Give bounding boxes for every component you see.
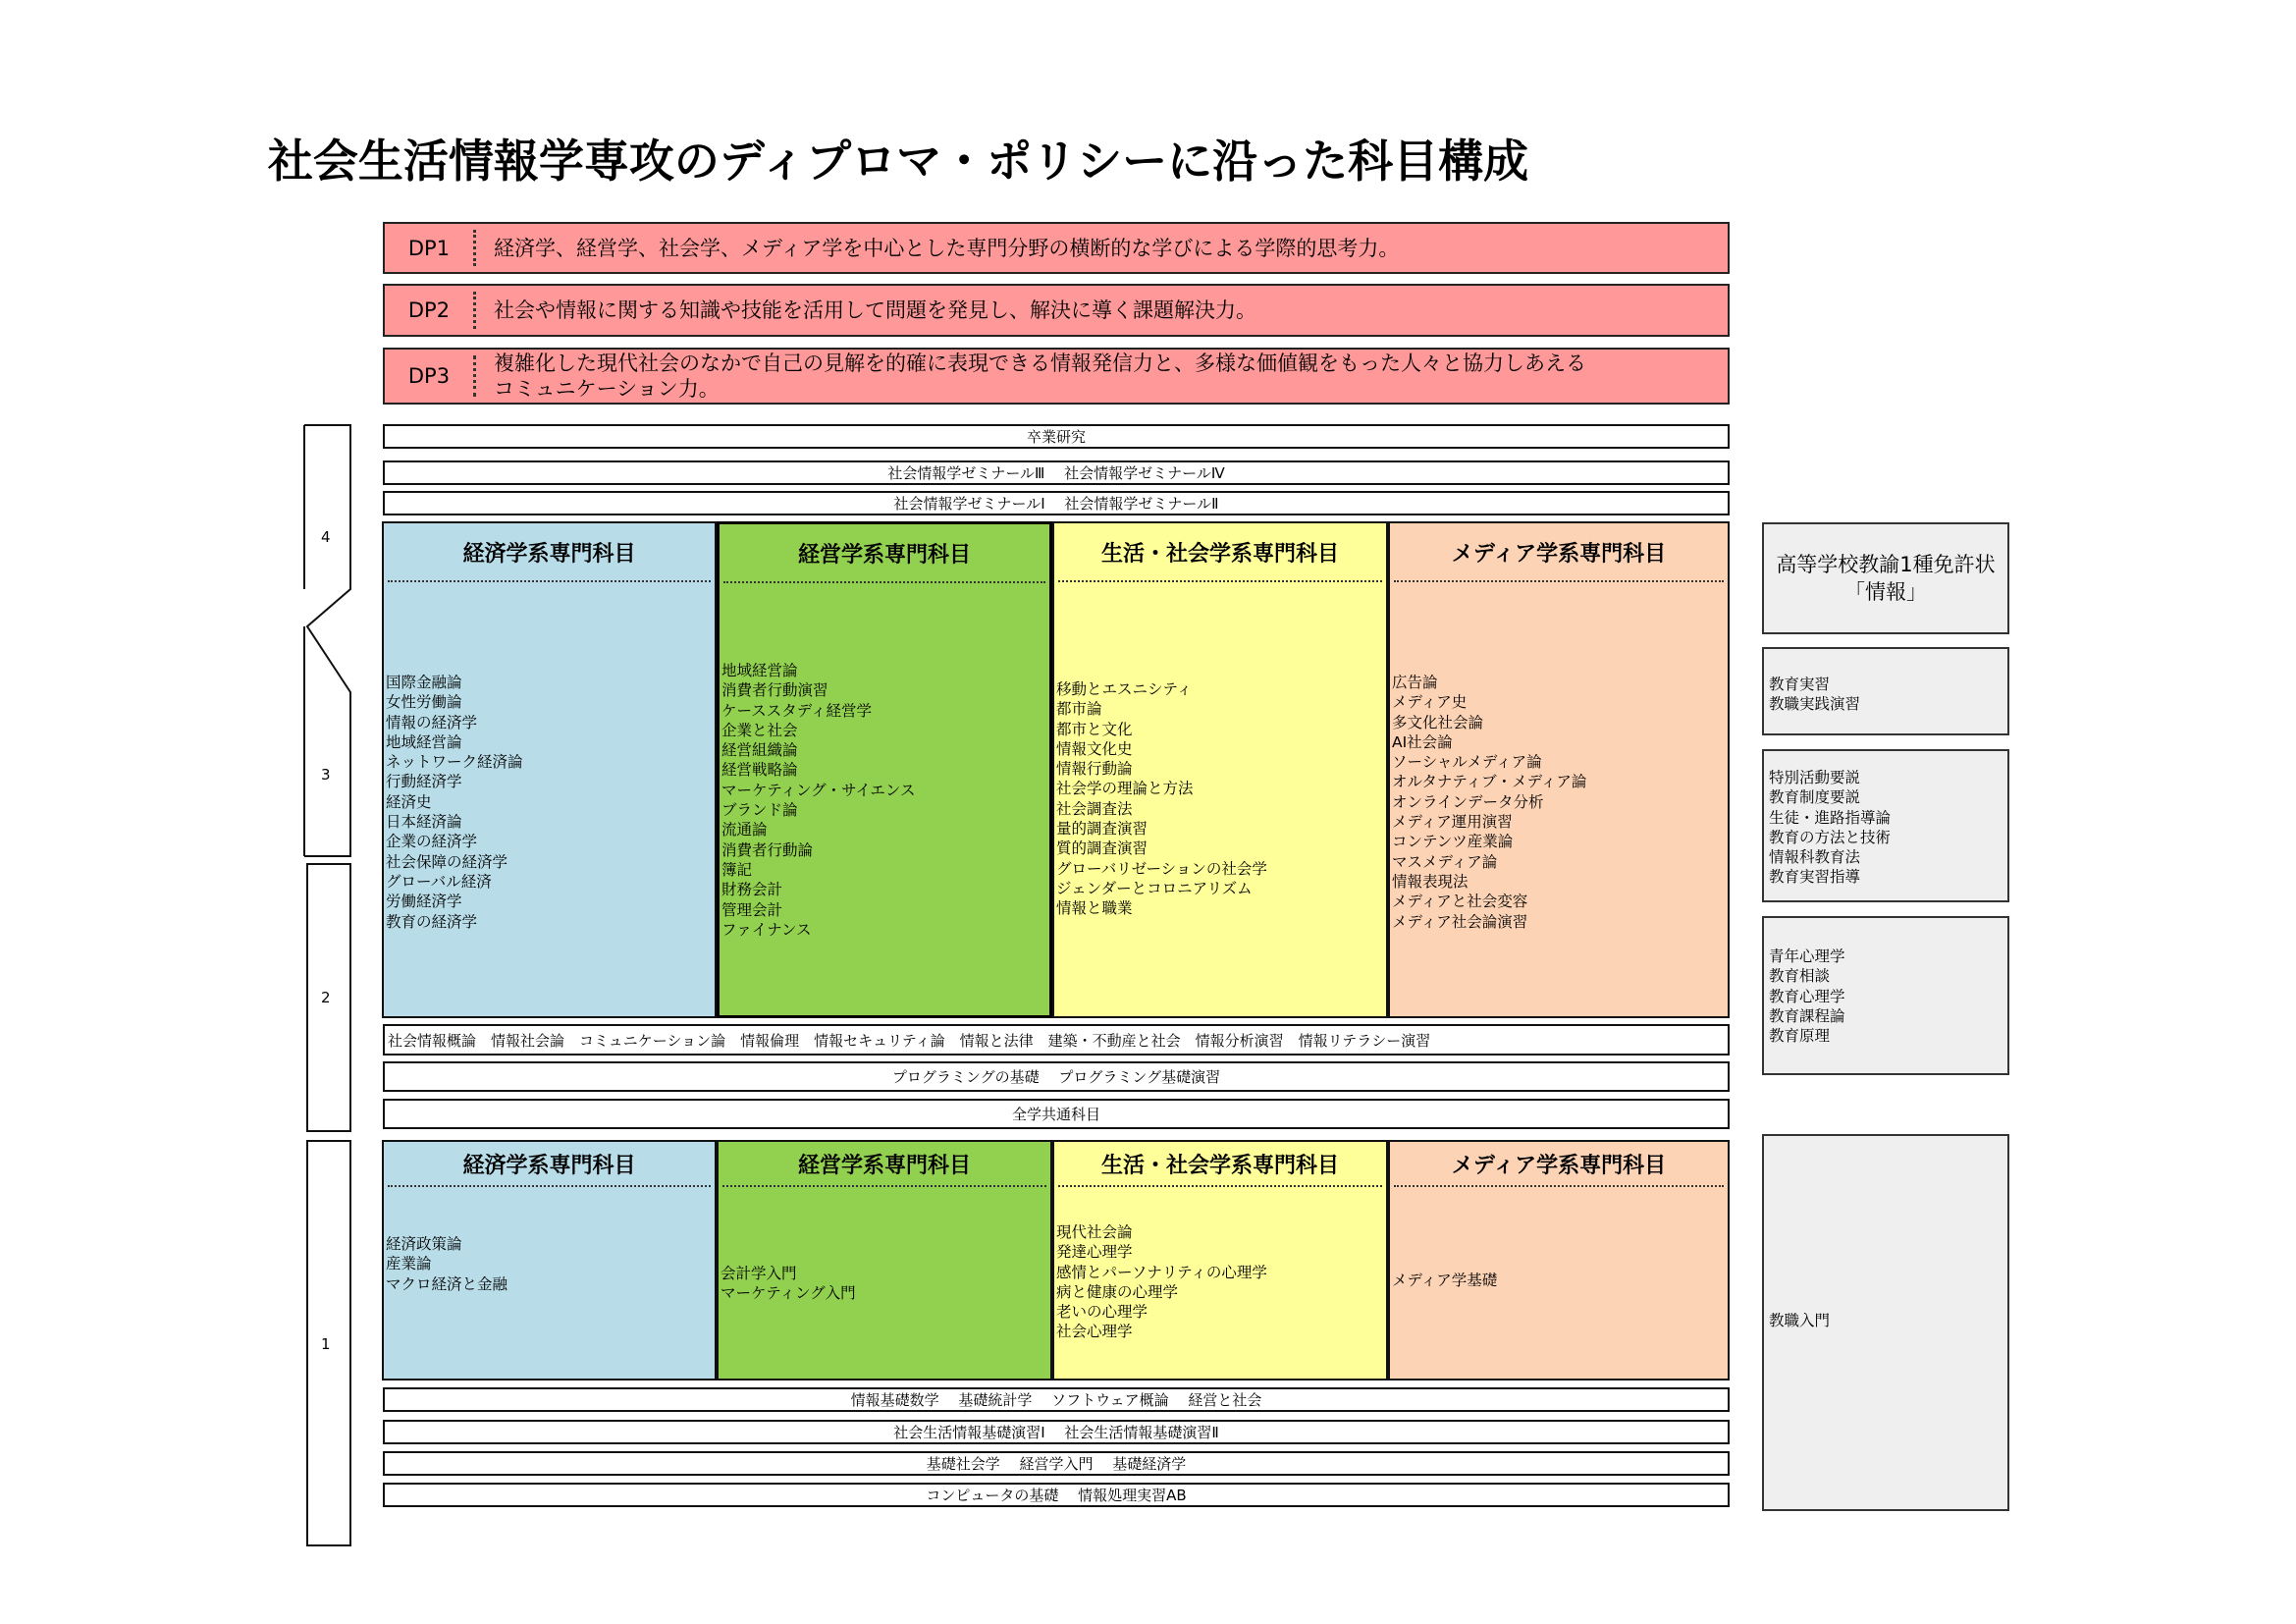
upper-life-box <box>1052 521 1388 1018</box>
teacher-group-1-courses: 教育実習 教職実践演習 <box>1769 676 1861 714</box>
lower-mgmt-courses: 会計学入門 マーケティング入門 <box>721 1265 856 1303</box>
lower-econ-courses: 経済政策論 産業論 マクロ経済と金融 <box>386 1235 508 1293</box>
foundation-bar-2: 社会生活情報基礎演習Ⅰ 社会生活情報基礎演習Ⅱ <box>383 1420 1730 1444</box>
year-label-3: 3 <box>321 766 331 784</box>
upper-life-heading: 生活・社会学系専門科目 <box>1058 523 1382 582</box>
lower-life-box <box>1052 1140 1388 1380</box>
year-bracket-4-3 <box>304 425 350 856</box>
dp3-label: DP3 <box>407 364 451 388</box>
dp2-text: 社会や情報に関する知識や技能を活用して問題を発見し、解決に導く課題解決力。 <box>494 298 1256 322</box>
teacher-group-4-courses: 教職入門 <box>1769 1312 1831 1329</box>
upper-life-courses: 移動とエスニシティ 都市論 都市と文化 情報文化史 情報行動論 社会学の理論と方法 社会調査法 量的調査演習 質的調査演習 グローバリゼーションの社会学 ジェンダーとコロニアリズム 情報と職業 <box>1056 680 1267 918</box>
teacher-group-2-box <box>1762 749 2009 902</box>
seminar-1-2-bar: 社会情報学ゼミナールⅠ 社会情報学ゼミナールⅡ <box>383 491 1730 515</box>
teacher-group-3-courses: 青年心理学 教育相談 教育心理学 教育課程論 教育原理 <box>1769 947 1845 1046</box>
upper-media-courses: 広告論 メディア史 多文化社会論 AI社会論 ソーシャルメディア論 オルタナティブ・メディア論 オンラインデータ分析 メディア運用演習 コンテンツ産業論 マスメディア論 情報表現法 メディアと社会変容 メディア社会論演習 <box>1392 674 1587 931</box>
teacher-license-title: 高等学校教諭1種免許状 <box>1776 553 1996 576</box>
upper-econ-courses: 国際金融論 女性労働論 情報の経済学 地域経営論 ネットワーク経済論 行動経済学 経済史 日本経済論 企業の経済学 社会保障の経済学 グローバル経済 労働経済学 教育の経済学 <box>386 674 523 931</box>
lower-mgmt-heading: 経営学系専門科目 <box>722 1142 1046 1187</box>
seminar-3-4-bar: 社会情報学ゼミナールⅢ 社会情報学ゼミナールⅣ <box>383 460 1730 485</box>
lower-life-heading: 生活・社会学系専門科目 <box>1058 1142 1382 1187</box>
dp3-text-line2: コミュニケーション力。 <box>494 377 720 401</box>
dp2-label: DP2 <box>407 298 451 322</box>
lower-life-courses: 現代社会論 発達心理学 感情とパーソナリティの心理学 病と健康の心理学 老いの心理学 社会心理学 <box>1056 1223 1267 1341</box>
upper-econ-heading: 経済学系専門科目 <box>388 523 711 582</box>
lower-media-courses: メディア学基礎 <box>1392 1272 1498 1289</box>
upper-mgmt-courses: 地域経営論 消費者行動演習 ケーススタディ経営学 企業と社会 経営組織論 経営戦略論 マーケティング・サイエンス ブランド論 流通論 消費者行動論 簿記 財務会計 管理会計 ファイナンス <box>721 662 916 939</box>
foundation-bar-1: 情報基礎数学 基礎統計学 ソフトウェア概論 経営と社会 <box>383 1387 1730 1412</box>
year-label-2: 2 <box>321 989 331 1006</box>
teacher-group-1-box <box>1762 647 2009 735</box>
dp3-text-line1: 複雑化した現代社会のなかで自己の見解を的確に表現できる情報発信力と、多様な価値観をもった人々と協力しあえる <box>494 352 1586 375</box>
upper-econ-box <box>382 521 717 1018</box>
thesis-bar: 卒業研究 <box>383 424 1730 449</box>
lower-media-heading: メディア学系専門科目 <box>1394 1142 1724 1187</box>
common-courses-bar: 全学共通科目 <box>383 1099 1730 1129</box>
lower-econ-heading: 経済学系専門科目 <box>388 1142 711 1187</box>
page-title: 社会生活情報学専攻のディプロマ・ポリシーに沿った科目構成 <box>267 135 1529 188</box>
upper-media-heading: メディア学系専門科目 <box>1394 523 1724 582</box>
dp1-label: DP1 <box>407 236 451 260</box>
upper-media-box <box>1388 521 1730 1018</box>
teacher-group-2-courses: 特別活動要説 教育制度要説 生徒・進路指導論 教育の方法と技術 情報科教育法 教育実習指導 <box>1769 769 1892 887</box>
teacher-license-title-box <box>1762 522 2009 634</box>
foundation-bar-3: 基礎社会学 経営学入門 基礎経済学 <box>383 1451 1730 1476</box>
upper-mgmt-box <box>717 521 1052 1018</box>
teacher-group-3-box <box>1762 916 2009 1075</box>
year-label-1: 1 <box>321 1335 331 1353</box>
year-label-4: 4 <box>321 528 331 546</box>
teacher-license-subject: 「情報」 <box>1844 580 1927 604</box>
lower-econ-box <box>382 1140 717 1380</box>
foundation-bar-4: コンピュータの基礎 情報処理実習AB <box>383 1483 1730 1507</box>
info-courses-bar: 社会情報概論 情報社会論 コミュニケーション論 情報倫理 情報セキュリティ論 情報と法律 建築・不動産と社会 情報分析演習 情報リテラシー演習 <box>383 1024 1730 1056</box>
lower-media-box <box>1388 1140 1730 1380</box>
programming-bar: プログラミングの基礎 プログラミング基礎演習 <box>383 1061 1730 1092</box>
dp1-text: 経済学、経営学、社会学、メディア学を中心とした専門分野の横断的な学びによる学際的思考力。 <box>494 236 1400 260</box>
lower-mgmt-box <box>717 1140 1052 1380</box>
upper-mgmt-heading: 経営学系専門科目 <box>723 524 1045 583</box>
teacher-group-4-box <box>1762 1134 2009 1511</box>
